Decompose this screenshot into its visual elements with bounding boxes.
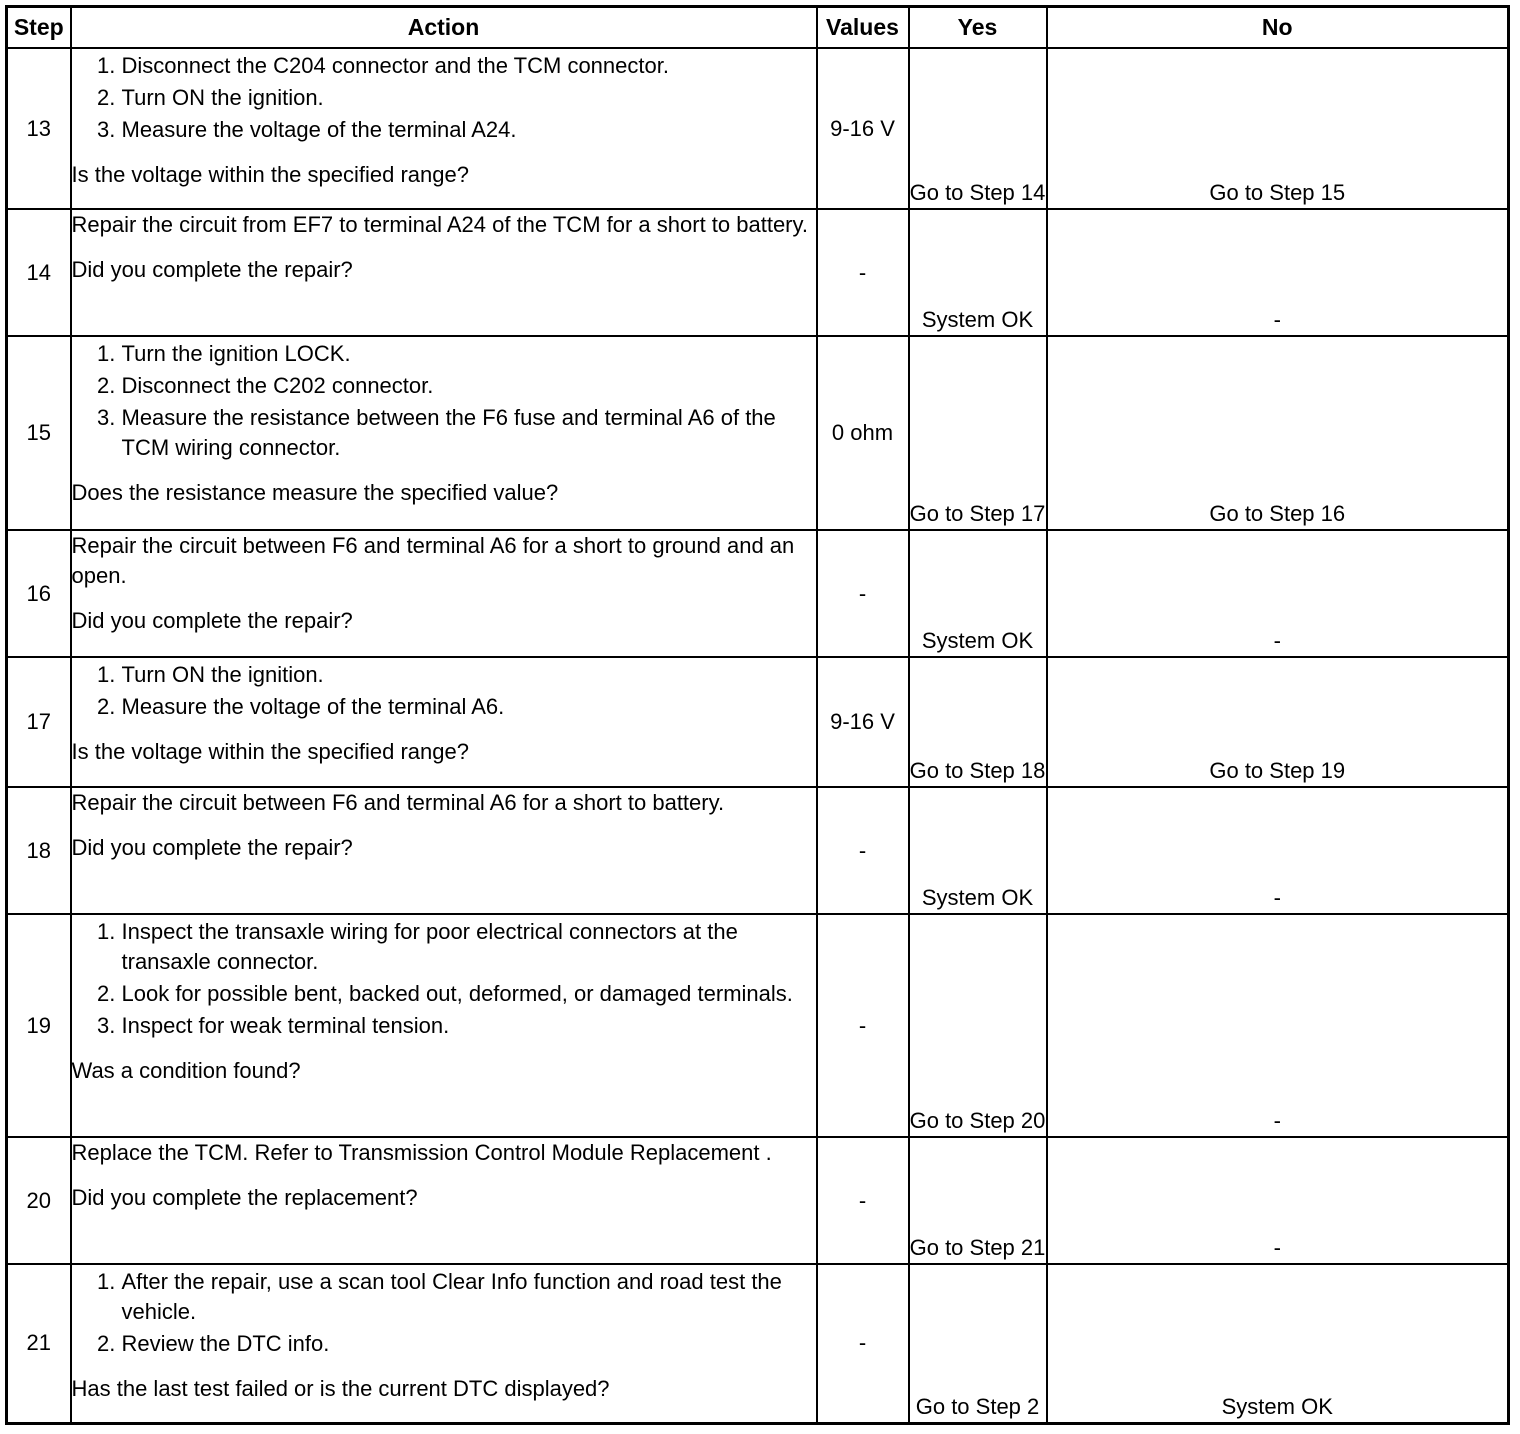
step-number: 15 xyxy=(7,336,71,530)
header-step: Step xyxy=(7,7,71,49)
header-yes: Yes xyxy=(909,7,1047,49)
action-step-item: 1. Turn ON the ignition. xyxy=(122,660,816,690)
action-step-item: 1. Turn the ignition LOCK. xyxy=(122,339,816,369)
action-step-list xyxy=(72,51,816,145)
yes-outcome: Go to Step 20 xyxy=(909,914,1047,1137)
no-outcome: Go to Step 19 xyxy=(1047,657,1509,787)
values-cell: - xyxy=(817,1137,909,1264)
step-number: 19 xyxy=(7,914,71,1137)
table-row xyxy=(7,1264,1509,1423)
action-step-item: 3. Inspect for weak terminal tension. xyxy=(122,1011,816,1041)
action-question: Did you complete the replacement? xyxy=(71,1185,418,1210)
action-text: Repair the circuit from EF7 to terminal A24 of the TCM for a short to battery. xyxy=(71,212,808,237)
action-step-item: 1. Inspect the transaxle wiring for poor electrical connectors at the transaxle connector. xyxy=(122,917,816,977)
step-number: 14 xyxy=(7,209,71,336)
action-step-item: 3. Measure the resistance between the F6 fuse and terminal A6 of the TCM wiring connector. xyxy=(122,403,816,463)
action-cell xyxy=(71,1264,817,1423)
action-cell xyxy=(71,787,817,914)
no-outcome: - xyxy=(1047,1137,1509,1264)
yes-outcome: Go to Step 18 xyxy=(909,657,1047,787)
action-step-item: 2. Measure the voltage of the terminal A6. xyxy=(122,692,816,722)
action-cell xyxy=(71,48,817,209)
values-cell: - xyxy=(817,914,909,1137)
action-text: Repair the circuit between F6 and terminal A6 for a short to ground and an open. xyxy=(71,533,795,588)
table-row xyxy=(7,336,1509,530)
step-number: 21 xyxy=(7,1264,71,1423)
yes-outcome: Go to Step 14 xyxy=(909,48,1047,209)
values-cell: - xyxy=(817,209,909,336)
action-cell xyxy=(71,657,817,787)
action-cell xyxy=(71,209,817,336)
action-cell xyxy=(71,530,817,657)
table-row xyxy=(7,1137,1509,1264)
no-outcome: - xyxy=(1047,914,1509,1137)
action-question: Did you complete the repair? xyxy=(71,835,353,860)
action-step-item: 2. Look for possible bent, backed out, deformed, or damaged terminals. xyxy=(122,979,816,1009)
action-step-item: 1. After the repair, use a scan tool Clear Info function and road test the vehicle. xyxy=(122,1267,816,1327)
table-row xyxy=(7,48,1509,209)
action-question: Is the voltage within the specified range? xyxy=(71,162,469,187)
action-cell xyxy=(71,1137,817,1264)
values-cell: 9-16 V xyxy=(817,657,909,787)
table-body xyxy=(7,48,1509,1423)
diagnostic-table xyxy=(5,5,1510,1425)
table-row xyxy=(7,914,1509,1137)
step-number: 17 xyxy=(7,657,71,787)
action-cell xyxy=(71,914,817,1137)
step-number: 13 xyxy=(7,48,71,209)
header-no: No xyxy=(1047,7,1509,49)
table-row xyxy=(7,787,1509,914)
step-number: 20 xyxy=(7,1137,71,1264)
no-outcome: Go to Step 16 xyxy=(1047,336,1509,530)
values-cell: - xyxy=(817,787,909,914)
yes-outcome: Go to Step 17 xyxy=(909,336,1047,530)
action-question: Has the last test failed or is the current DTC displayed? xyxy=(71,1376,610,1401)
action-step-item: 2. Review the DTC info. xyxy=(122,1329,816,1359)
action-text: Replace the TCM. Refer to Transmission Control Module Replacement . xyxy=(71,1140,772,1165)
values-cell: - xyxy=(817,530,909,657)
values-cell: 0 ohm xyxy=(817,336,909,530)
step-number: 18 xyxy=(7,787,71,914)
yes-outcome: System OK xyxy=(909,787,1047,914)
no-outcome: - xyxy=(1047,787,1509,914)
values-cell: 9-16 V xyxy=(817,48,909,209)
yes-outcome: Go to Step 21 xyxy=(909,1137,1047,1264)
table-row xyxy=(7,209,1509,336)
action-step-item: 2. Disconnect the C202 connector. xyxy=(122,371,816,401)
header-row xyxy=(7,7,1509,49)
header-values: Values xyxy=(817,7,909,49)
table-row xyxy=(7,657,1509,787)
no-outcome: Go to Step 15 xyxy=(1047,48,1509,209)
action-cell xyxy=(71,336,817,530)
action-step-item: 3. Measure the voltage of the terminal A24. xyxy=(122,115,816,145)
header-action: Action xyxy=(71,7,817,49)
yes-outcome: System OK xyxy=(909,530,1047,657)
action-question: Is the voltage within the specified range? xyxy=(71,739,469,764)
action-step-list xyxy=(72,917,816,1041)
no-outcome: - xyxy=(1047,209,1509,336)
action-step-list xyxy=(72,339,816,463)
action-question: Was a condition found? xyxy=(71,1058,301,1083)
no-outcome: - xyxy=(1047,530,1509,657)
action-question: Does the resistance measure the specified value? xyxy=(71,480,559,505)
action-step-item: 1. Disconnect the C204 connector and the TCM connector. xyxy=(122,51,816,81)
action-step-list xyxy=(72,660,816,722)
action-step-item: 2. Turn ON the ignition. xyxy=(122,83,816,113)
values-cell: - xyxy=(817,1264,909,1423)
yes-outcome: System OK xyxy=(909,209,1047,336)
no-outcome: System OK xyxy=(1047,1264,1509,1423)
action-text: Repair the circuit between F6 and terminal A6 for a short to battery. xyxy=(71,790,725,815)
action-question: Did you complete the repair? xyxy=(71,257,353,282)
step-number: 16 xyxy=(7,530,71,657)
action-step-list xyxy=(72,1267,816,1359)
yes-outcome: Go to Step 2 xyxy=(909,1264,1047,1423)
action-question: Did you complete the repair? xyxy=(71,608,353,633)
table-row xyxy=(7,530,1509,657)
